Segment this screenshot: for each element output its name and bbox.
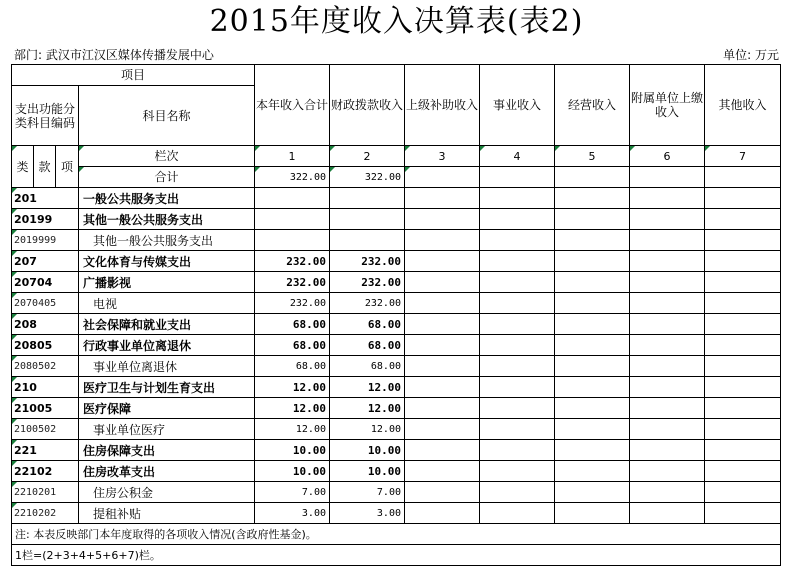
row-col-4 [480,356,555,377]
row-col-4 [480,482,555,503]
row-code: 20199 [12,209,79,230]
row-col-4 [480,230,555,251]
column-number-4: 4 [480,146,555,167]
row-col-6 [630,356,705,377]
header-col-1: 本年收入合计 [255,65,330,146]
row-col-2: 10.00 [330,461,405,482]
row-col-7 [705,356,781,377]
row-code: 2210201 [12,482,79,503]
row-code: 22102 [12,461,79,482]
row-col-2: 10.00 [330,440,405,461]
row-col-7 [705,482,781,503]
row-col-6 [630,314,705,335]
header-kuan: 款 [34,146,56,188]
row-col-2: 232.00 [330,293,405,314]
row-col-7 [705,314,781,335]
row-col-4 [480,419,555,440]
row-code: 2210202 [12,503,79,524]
row-col-1: 68.00 [255,356,330,377]
row-col-5 [555,314,630,335]
header-col-5: 经营收入 [555,65,630,146]
row-col-2: 232.00 [330,251,405,272]
total-col-7 [705,167,781,188]
row-code: 208 [12,314,79,335]
column-number-5: 5 [555,146,630,167]
row-code: 2019999 [12,230,79,251]
row-subject-name: 一般公共服务支出 [79,188,255,209]
table-row [12,188,781,209]
row-code: 221 [12,440,79,461]
table-row [12,209,781,230]
table-row [12,398,781,419]
row-col-1 [255,230,330,251]
row-col-4 [480,272,555,293]
row-col-7 [705,293,781,314]
table-row [12,440,781,461]
row-subject-name: 提租补贴 [79,503,255,524]
header-item: 项目 [12,65,255,86]
row-col-1 [255,209,330,230]
row-col-2: 3.00 [330,503,405,524]
row-col-5 [555,377,630,398]
row-col-6 [630,482,705,503]
row-col-3 [405,335,480,356]
row-col-4 [480,209,555,230]
table-row [12,419,781,440]
row-subject-name: 住房公积金 [79,482,255,503]
department-label: 部门: 武汉市江汉区媒体传播发展中心 [14,48,214,62]
row-col-1: 7.00 [255,482,330,503]
row-col-5 [555,272,630,293]
row-col-5 [555,209,630,230]
row-subject-name: 住房保障支出 [79,440,255,461]
row-col-4 [480,293,555,314]
table-row [12,230,781,251]
row-subject-name: 文化体育与传媒支出 [79,251,255,272]
row-col-1 [255,188,330,209]
row-col-1: 12.00 [255,377,330,398]
column-number-3: 3 [405,146,480,167]
row-col-3 [405,419,480,440]
row-col-5 [555,398,630,419]
row-col-2: 68.00 [330,356,405,377]
table-row [12,251,781,272]
header-col-4: 事业收入 [480,65,555,146]
row-col-6 [630,188,705,209]
row-col-5 [555,419,630,440]
table-row [12,356,781,377]
row-subject-name: 事业单位离退休 [79,356,255,377]
row-col-7 [705,461,781,482]
row-col-7 [705,272,781,293]
row-col-1: 232.00 [255,251,330,272]
row-col-6 [630,419,705,440]
row-col-3 [405,209,480,230]
row-col-4 [480,377,555,398]
row-col-3 [405,398,480,419]
row-col-2: 12.00 [330,419,405,440]
total-label: 合计 [79,167,255,188]
row-col-3 [405,251,480,272]
row-col-5 [555,482,630,503]
row-code: 2100502 [12,419,79,440]
total-col-3 [405,167,480,188]
row-col-2 [330,188,405,209]
row-code: 201 [12,188,79,209]
row-col-5 [555,230,630,251]
row-col-4 [480,188,555,209]
row-col-7 [705,440,781,461]
row-col-6 [630,440,705,461]
column-number-1: 1 [255,146,330,167]
row-col-4 [480,461,555,482]
row-col-7 [705,251,781,272]
row-col-6 [630,209,705,230]
table-row [12,461,781,482]
row-col-3 [405,356,480,377]
unit-label: 单位: 万元 [723,48,779,62]
report-title: 2015年度收入决算表(表2) [209,4,584,39]
row-col-7 [705,230,781,251]
row-col-4 [480,314,555,335]
row-col-2: 68.00 [330,314,405,335]
row-code: 210 [12,377,79,398]
row-col-3 [405,272,480,293]
row-col-3 [405,461,480,482]
total-col-4 [480,167,555,188]
row-code: 207 [12,251,79,272]
row-subject-name: 行政事业单位离退休 [79,335,255,356]
total-col-2: 322.00 [330,167,405,188]
row-col-4 [480,335,555,356]
row-col-1: 232.00 [255,272,330,293]
row-col-3 [405,440,480,461]
row-col-3 [405,188,480,209]
row-col-2: 232.00 [330,272,405,293]
row-code: 20805 [12,335,79,356]
header-subject-name: 科目名称 [79,86,255,146]
row-subject-name: 医疗卫生与计划生育支出 [79,377,255,398]
row-subject-name: 广播影视 [79,272,255,293]
row-col-7 [705,209,781,230]
total-col-5 [555,167,630,188]
row-col-6 [630,398,705,419]
row-col-6 [630,293,705,314]
row-col-2: 12.00 [330,398,405,419]
row-col-2 [330,230,405,251]
table-row [12,314,781,335]
row-col-7 [705,335,781,356]
income-table [11,64,781,566]
table-row [12,482,781,503]
row-col-3 [405,314,480,335]
row-col-5 [555,503,630,524]
header-lei: 类 [12,146,34,188]
row-col-1: 10.00 [255,440,330,461]
row-col-1: 12.00 [255,419,330,440]
row-col-5 [555,440,630,461]
row-col-4 [480,398,555,419]
row-col-7 [705,188,781,209]
header-col-7: 其他收入 [705,65,781,146]
row-col-2: 7.00 [330,482,405,503]
row-col-7 [705,398,781,419]
row-col-7 [705,377,781,398]
row-col-6 [630,251,705,272]
row-col-6 [630,377,705,398]
row-col-1: 3.00 [255,503,330,524]
row-subject-name: 社会保障和就业支出 [79,314,255,335]
table-row [12,335,781,356]
row-col-2: 12.00 [330,377,405,398]
row-subject-name: 住房改革支出 [79,461,255,482]
row-code: 2080502 [12,356,79,377]
row-col-5 [555,251,630,272]
row-col-2 [330,209,405,230]
column-number-6: 6 [630,146,705,167]
row-col-4 [480,440,555,461]
row-col-1: 12.00 [255,398,330,419]
row-col-5 [555,293,630,314]
row-subject-name: 医疗保障 [79,398,255,419]
row-col-3 [405,293,480,314]
row-code: 21005 [12,398,79,419]
row-col-2: 68.00 [330,335,405,356]
header-col-6: 附属单位上缴收入 [630,65,705,146]
row-col-1: 10.00 [255,461,330,482]
row-col-6 [630,272,705,293]
row-col-4 [480,503,555,524]
row-col-5 [555,461,630,482]
header-xiang: 项 [56,146,79,188]
row-col-3 [405,503,480,524]
column-number-7: 7 [705,146,781,167]
row-col-3 [405,482,480,503]
row-col-7 [705,419,781,440]
row-col-7 [705,503,781,524]
row-subject-name: 事业单位医疗 [79,419,255,440]
row-subject-name: 其他一般公共服务支出 [79,209,255,230]
row-col-6 [630,335,705,356]
header-code: 支出功能分类科目编码 [12,86,79,146]
row-code: 2070405 [12,293,79,314]
row-col-5 [555,335,630,356]
row-col-5 [555,188,630,209]
row-subject-name: 其他一般公共服务支出 [79,230,255,251]
table-row [12,293,781,314]
table-row [12,272,781,293]
total-col-1: 322.00 [255,167,330,188]
row-col-3 [405,377,480,398]
row-col-1: 68.00 [255,314,330,335]
table-row [12,377,781,398]
row-subject-name: 电视 [79,293,255,314]
row-col-1: 68.00 [255,335,330,356]
row-col-6 [630,230,705,251]
header-col-3: 上级补助收入 [405,65,480,146]
row-col-5 [555,356,630,377]
column-number-2: 2 [330,146,405,167]
row-col-1: 232.00 [255,293,330,314]
row-col-6 [630,461,705,482]
table-row [12,503,781,524]
note-line-2: 1栏=(2+3+4+5+6+7)栏。 [12,545,781,566]
row-code: 20704 [12,272,79,293]
row-col-3 [405,230,480,251]
row-col-6 [630,503,705,524]
header-col-2: 财政拨款收入 [330,65,405,146]
note-line-1: 注: 本表反映部门本年度取得的各项收入情况(含政府性基金)。 [12,524,781,545]
total-col-6 [630,167,705,188]
header-lanci: 栏次 [79,146,255,167]
row-col-4 [480,251,555,272]
